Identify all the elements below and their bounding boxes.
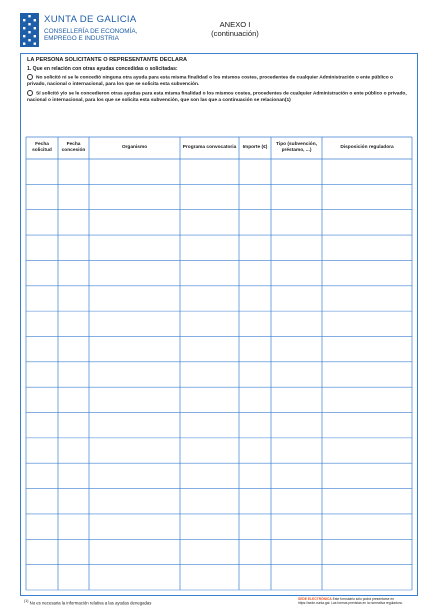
header-tipo: Tipo (subvención, préstamo, ...)	[276, 142, 317, 153]
table-cell[interactable]	[240, 337, 271, 361]
table-cell[interactable]	[90, 362, 180, 386]
table-cell[interactable]	[323, 261, 412, 285]
table-cell[interactable]	[272, 160, 322, 184]
table-cell[interactable]	[59, 236, 89, 260]
table-cell[interactable]	[323, 362, 412, 386]
table-cell[interactable]	[323, 540, 412, 564]
annex-title: ANEXO I	[219, 20, 251, 29]
table-cell[interactable]	[27, 337, 58, 361]
table-cell[interactable]	[323, 160, 412, 184]
table-cell[interactable]	[240, 489, 271, 513]
table-cell[interactable]	[323, 388, 412, 412]
table-cell[interactable]	[240, 514, 271, 538]
table-cell[interactable]	[323, 464, 412, 488]
table-cell[interactable]	[90, 236, 180, 260]
table-cell[interactable]	[272, 236, 322, 260]
table-cell[interactable]	[272, 565, 322, 589]
table-cell[interactable]	[240, 185, 271, 209]
table-cell[interactable]	[90, 565, 180, 589]
footer-brand: SEDE ELECTRÓNICA	[298, 597, 332, 601]
consellaria-line-2: EMPREGO E INDUSTRIA	[44, 35, 119, 43]
table-cell[interactable]	[272, 489, 322, 513]
table-cell[interactable]	[59, 261, 89, 285]
org-name: XUNTA DE GALICIA	[44, 14, 137, 25]
table-cell[interactable]	[323, 236, 412, 260]
declaration-heading: LA PERSONA SOLICITANTE O REPRESENTANTE DECLARA	[27, 57, 188, 63]
table-cell[interactable]	[90, 540, 180, 564]
table-cell[interactable]	[272, 312, 322, 336]
table-cell[interactable]	[272, 438, 322, 462]
table-cell[interactable]	[272, 413, 322, 437]
table-cell[interactable]	[272, 337, 322, 361]
table-cell[interactable]	[240, 312, 271, 336]
header-importe: Importe (€)	[242, 145, 268, 150]
table-cell[interactable]	[272, 388, 322, 412]
table-cell[interactable]	[59, 413, 89, 437]
table-cell[interactable]	[27, 236, 58, 260]
table-cell[interactable]	[323, 565, 412, 589]
table-cell[interactable]	[181, 362, 239, 386]
footnote	[24, 599, 151, 605]
table-cell[interactable]	[27, 464, 58, 488]
table-cell[interactable]	[90, 160, 180, 184]
table-cell[interactable]	[59, 337, 89, 361]
table-cell[interactable]	[90, 464, 180, 488]
table-cell[interactable]	[59, 185, 89, 209]
table-cell[interactable]	[323, 185, 412, 209]
table-cell[interactable]	[181, 185, 239, 209]
table-cell[interactable]	[240, 286, 271, 310]
table-cell[interactable]	[240, 413, 271, 437]
table-cell[interactable]	[323, 286, 412, 310]
table-cell[interactable]	[90, 337, 180, 361]
table-cell[interactable]	[323, 312, 412, 336]
table-cell[interactable]	[240, 236, 271, 260]
footer-notice	[298, 597, 418, 605]
table-cell[interactable]	[59, 210, 89, 234]
table-cell[interactable]	[90, 261, 180, 285]
table-cell[interactable]	[240, 388, 271, 412]
table-cell[interactable]	[323, 489, 412, 513]
table-cell[interactable]	[27, 286, 58, 310]
table-cell[interactable]	[272, 362, 322, 386]
table-cell[interactable]	[240, 565, 271, 589]
header-fecha-concesion: Fecha concesión	[61, 142, 86, 153]
table-cell[interactable]	[27, 185, 58, 209]
table-cell[interactable]	[181, 514, 239, 538]
table-cell[interactable]	[27, 362, 58, 386]
table-cell[interactable]	[181, 464, 239, 488]
table-cell[interactable]	[90, 514, 180, 538]
table-cell[interactable]	[59, 312, 89, 336]
footnote-text: No es necesaria la información relativa a las ayudas denegadas	[29, 600, 152, 606]
table-cell[interactable]	[27, 489, 58, 513]
table-cell[interactable]	[181, 413, 239, 437]
table-cell[interactable]	[323, 210, 412, 234]
annex-subtitle: (continuación)	[211, 29, 259, 38]
table-cell[interactable]	[181, 388, 239, 412]
table-cell[interactable]	[240, 438, 271, 462]
table-cell[interactable]	[90, 489, 180, 513]
table-cell[interactable]	[272, 210, 322, 234]
header-fecha-solicitud: Fecha solicitud	[32, 142, 52, 153]
table-cell[interactable]	[240, 261, 271, 285]
table-cell[interactable]	[59, 464, 89, 488]
table-cell[interactable]	[59, 438, 89, 462]
header-programa-convocatoria: Programa convocatoria	[182, 145, 237, 150]
table-cell[interactable]	[90, 286, 180, 310]
table-cell[interactable]	[323, 413, 412, 437]
table-cell[interactable]	[181, 236, 239, 260]
table-cell[interactable]	[181, 312, 239, 336]
table-cell[interactable]	[27, 413, 58, 437]
table-cell[interactable]	[27, 565, 58, 589]
table-cell[interactable]	[272, 261, 322, 285]
table-cell[interactable]	[240, 160, 271, 184]
table-cell[interactable]	[240, 362, 271, 386]
table-cell[interactable]	[323, 514, 412, 538]
table-cell[interactable]	[181, 438, 239, 462]
table-cell[interactable]	[90, 388, 180, 412]
table-cell[interactable]	[59, 362, 89, 386]
table-cell[interactable]	[27, 438, 58, 462]
table-cell[interactable]	[181, 210, 239, 234]
table-cell[interactable]	[181, 540, 239, 564]
table-cell[interactable]	[90, 185, 180, 209]
table-cell[interactable]	[59, 565, 89, 589]
table-cell[interactable]	[59, 286, 89, 310]
table-cell[interactable]	[90, 413, 180, 437]
table-cell[interactable]	[181, 337, 239, 361]
table-cell[interactable]	[272, 514, 322, 538]
footer-notice-text: Este formulario sólo podrá presentarse en https://sede.xunta.gal. Las formas previstas en la normativa reguladora.	[298, 597, 403, 605]
table-cell[interactable]	[27, 210, 58, 234]
table-cell[interactable]	[27, 514, 58, 538]
table-cell[interactable]	[27, 261, 58, 285]
table-cell[interactable]	[27, 160, 58, 184]
consellaria-line-1: CONSELLERÍA DE ECONOMÍA,	[44, 28, 138, 35]
table-cell[interactable]	[59, 160, 89, 184]
footnote-mark: (1)	[24, 599, 29, 603]
table-cell[interactable]	[181, 160, 239, 184]
option-other-aid-label: Sí solicitó y/o se le concedieron otras ayudas para esta misma finalidad o los mismos costes, procedentes de cualquier Administración o ente público o privado, nacional o internacional, para los que se solicita esta subvención, que son las que a continuación se relacionan(1)	[27, 91, 407, 103]
table-cell[interactable]	[240, 210, 271, 234]
table-cell[interactable]	[59, 489, 89, 513]
table-cell[interactable]	[90, 312, 180, 336]
header-disposicion-reguladora: Disposición reguladora	[340, 145, 394, 150]
table-cell[interactable]	[240, 540, 271, 564]
table-cell[interactable]	[240, 464, 271, 488]
table-cell[interactable]	[181, 286, 239, 310]
table-cell[interactable]	[272, 185, 322, 209]
header-organismo: Organismo	[121, 145, 148, 150]
table-cell[interactable]	[90, 210, 180, 234]
table-cell[interactable]	[27, 388, 58, 412]
table-cell[interactable]	[272, 464, 322, 488]
table-cell[interactable]	[27, 312, 58, 336]
table-cell[interactable]	[272, 286, 322, 310]
table-cell[interactable]	[59, 540, 89, 564]
table-cell[interactable]	[59, 514, 89, 538]
table-cell[interactable]	[181, 565, 239, 589]
declaration-question: 1. Que en relación con otras ayudas concedidas o solicitadas:	[27, 66, 178, 72]
table-cell[interactable]	[323, 438, 412, 462]
table-cell[interactable]	[181, 261, 239, 285]
table-cell[interactable]	[272, 540, 322, 564]
table-cell[interactable]	[323, 337, 412, 361]
table-cell[interactable]	[181, 489, 239, 513]
table-cell[interactable]	[59, 388, 89, 412]
option-no-other-aid-label: No solicitó ni se le concedió ninguna otra ayuda para esta misma finalidad o los mismos costes, procedentes de cualquier Administración o ente público o privado, nacional o internacional, para los que se solicita esta subvención.	[27, 75, 393, 87]
table-cell[interactable]	[27, 540, 58, 564]
table-cell[interactable]	[90, 438, 180, 462]
